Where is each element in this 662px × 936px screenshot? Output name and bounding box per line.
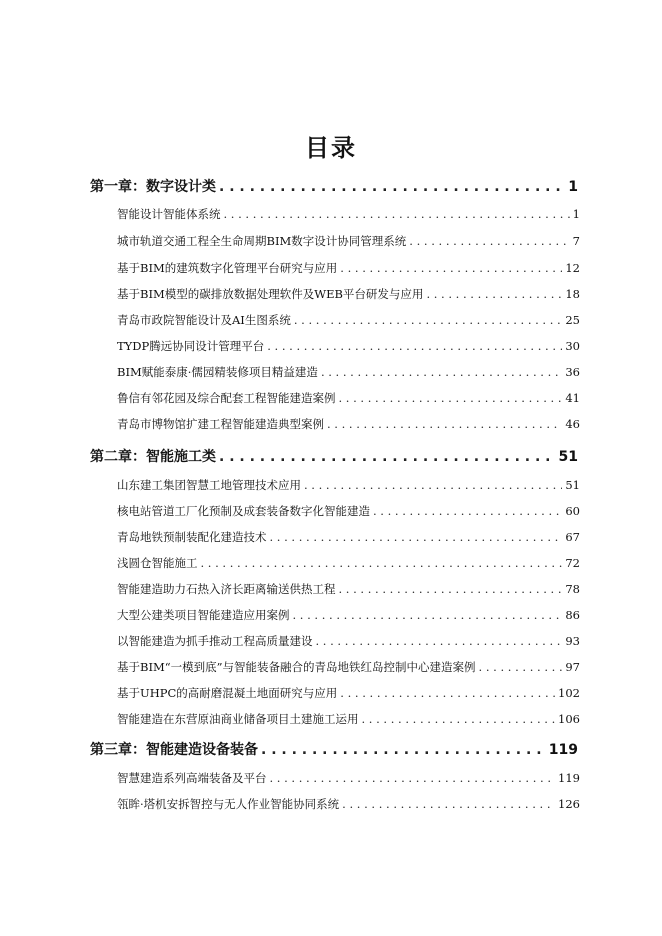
dot-leader — [293, 608, 563, 622]
entry-title: 山东建工集团智慧工地管理技术应用 — [117, 478, 301, 492]
page-number: 7 — [572, 234, 580, 248]
toc-entry[interactable] — [117, 770, 580, 786]
chapter-3-heading[interactable] — [90, 739, 578, 759]
toc-entry[interactable] — [117, 607, 580, 623]
page-number: 46 — [565, 417, 580, 431]
page-number: 67 — [565, 530, 580, 544]
page-number: 12 — [565, 261, 580, 275]
toc-entry[interactable] — [117, 633, 580, 649]
dot-leader — [373, 504, 562, 518]
dot-leader — [261, 742, 546, 758]
dot-leader — [362, 712, 556, 726]
entry-title: BIM赋能泰康·儒园精装修项目精益建造 — [117, 365, 318, 379]
dot-leader — [327, 417, 562, 431]
entry-title: 核电站管道工厂化预制及成套装备数字化智能建造 — [117, 504, 370, 518]
dot-leader — [270, 771, 556, 785]
entry-title: 鲁信有邻花园及综合配套工程智能建造案例 — [117, 391, 336, 405]
dot-leader — [426, 287, 562, 301]
dot-leader — [340, 686, 555, 700]
dot-leader — [219, 179, 565, 195]
dot-leader — [342, 797, 555, 811]
page-number: 1 — [572, 207, 580, 221]
page-number: 119 — [548, 742, 578, 758]
entry-title: 基于BIM的建筑数字化管理平台研究与应用 — [117, 261, 338, 275]
dot-leader — [321, 365, 562, 379]
toc-entry[interactable] — [117, 286, 580, 302]
dot-leader — [270, 530, 563, 544]
entry-title: 智能建造在东营原油商业储备项目土建施工运用 — [117, 712, 359, 726]
dot-leader — [294, 313, 563, 327]
toc-entry[interactable] — [117, 796, 580, 812]
entry-title: 以智能建造为抓手推动工程高质量建设 — [117, 634, 313, 648]
dot-leader — [409, 234, 569, 248]
chapter-1-heading[interactable] — [90, 176, 578, 196]
page-number: 106 — [558, 712, 580, 726]
toc-entry[interactable] — [117, 260, 580, 276]
toc-entry[interactable] — [117, 416, 580, 432]
entry-title: 智慧建造系列高端装备及平台 — [117, 771, 267, 785]
dot-leader — [339, 582, 563, 596]
entry-title: TYDP腾远协同设计管理平台 — [117, 339, 265, 353]
entry-title: 基于BIM“一模到底”与智能装备融合的青岛地铁红岛控制中心建造案例 — [117, 660, 476, 674]
entry-title: 青岛地铁预制装配化建造技术 — [117, 530, 267, 544]
dot-leader — [316, 634, 563, 648]
entry-title: 基于UHPC的高耐磨混凝土地面研究与应用 — [117, 686, 338, 700]
dot-leader — [201, 556, 563, 570]
page-number: 93 — [565, 634, 580, 648]
page-number: 36 — [565, 365, 580, 379]
toc-entry[interactable] — [117, 503, 580, 519]
entry-title: 智能建造助力石热入济长距离输送供热工程 — [117, 582, 336, 596]
page-number: 97 — [565, 660, 580, 674]
entry-title: 智能设计智能体系统 — [117, 207, 221, 221]
page-number: 102 — [558, 686, 580, 700]
toc-entry[interactable] — [117, 529, 580, 545]
toc-entry[interactable] — [117, 364, 580, 380]
page-number: 78 — [565, 582, 580, 596]
toc-entry[interactable] — [117, 233, 580, 249]
page-number: 72 — [565, 556, 580, 570]
toc-entry[interactable] — [117, 338, 580, 354]
page-number: 1 — [568, 179, 578, 195]
toc-entry[interactable] — [117, 312, 580, 328]
toc-entry[interactable] — [117, 477, 580, 493]
page-number: 119 — [558, 771, 580, 785]
toc-entry[interactable] — [117, 659, 580, 675]
page-number: 51 — [565, 478, 580, 492]
page-number: 30 — [565, 339, 580, 353]
dot-leader — [479, 660, 563, 674]
toc-entry[interactable] — [117, 711, 580, 727]
dot-leader — [340, 261, 562, 275]
dot-leader — [219, 449, 556, 465]
toc-entry[interactable] — [117, 555, 580, 571]
chapter-title: 第一章：数字设计类 — [90, 179, 216, 195]
chapter-title: 第二章：智能施工类 — [90, 449, 216, 465]
dot-leader — [304, 478, 562, 492]
entry-title: 大型公建类项目智能建造应用案例 — [117, 608, 290, 622]
entry-title: 青岛市政院智能设计及AI生图系统 — [117, 313, 291, 327]
page-number: 126 — [558, 797, 580, 811]
toc-entry[interactable] — [117, 685, 580, 701]
dot-leader — [339, 391, 563, 405]
page-number: 18 — [565, 287, 580, 301]
page-number: 86 — [565, 608, 580, 622]
entry-title: 城市轨道交通工程全生命周期BIM数字设计协同管理系统 — [117, 234, 407, 248]
entry-title: 基于BIM模型的碳排放数据处理软件及WEB平台研发与应用 — [117, 287, 424, 301]
toc-entry[interactable] — [117, 206, 580, 222]
page-title: 目录 — [305, 134, 357, 162]
entry-title: 浅圆仓智能施工 — [117, 556, 198, 570]
page-number: 25 — [565, 313, 580, 327]
toc-entry[interactable] — [117, 390, 580, 406]
dot-leader — [267, 339, 562, 353]
page-number: 41 — [565, 391, 580, 405]
entry-title: 青岛市博物馆扩建工程智能建造典型案例 — [117, 417, 324, 431]
dot-leader — [224, 207, 570, 221]
page-number: 51 — [558, 449, 578, 465]
chapter-title: 第三章：智能建造设备装备 — [90, 742, 258, 758]
page-number: 60 — [565, 504, 580, 518]
toc-entry[interactable] — [117, 581, 580, 597]
chapter-2-heading[interactable] — [90, 446, 578, 466]
entry-title: 瓴眸·塔机安拆智控与无人作业智能协同系统 — [117, 797, 340, 811]
